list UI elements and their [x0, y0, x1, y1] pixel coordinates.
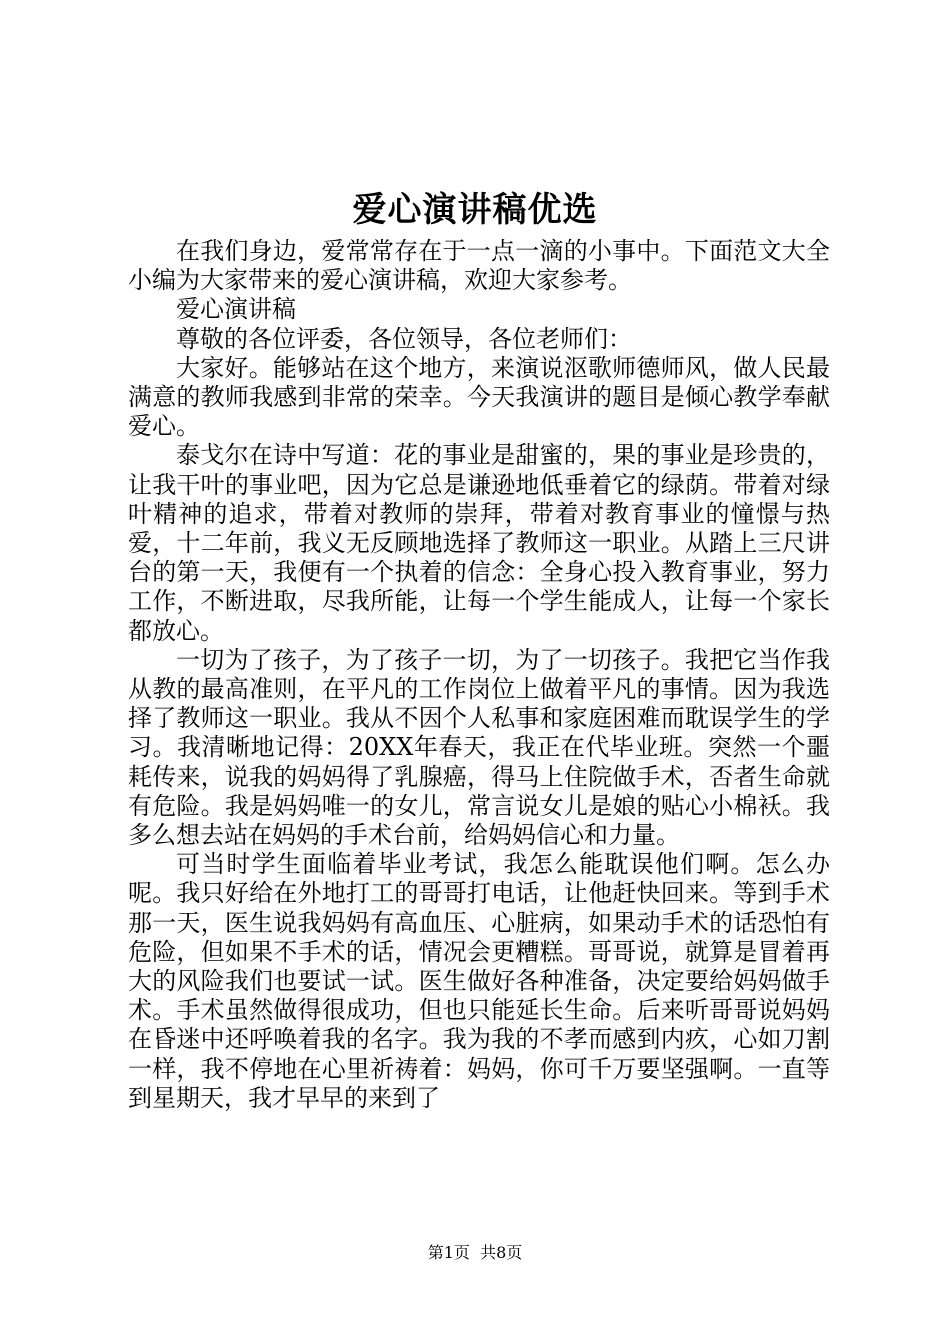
- paragraph-intro: 在我们身边，爱常常存在于一点一滴的小事中。下面范文大全小编为大家带来的爱心演讲稿，欢迎大家参考。: [128, 237, 830, 295]
- paragraph-for-children: 一切为了孩子，为了孩子一切，为了一切孩子。我把它当作我从教的最高准则，在平凡的工作岗位上做着平凡的事情。因为我选择了教师这一职业。我从不因个人私事和家庭困难而耽误学生的学习。我清晰地记得：20XX年春天，我正在代毕业班。突然一个噩耗传来，说我的妈妈得了乳腺癌，得马上住院做手术，否者生命就有危险。我是妈妈唯一的女儿，常言说女儿是娘的贴心小棉袄。我多么想去站在妈妈的手术台前，给妈妈信心和力量。: [128, 645, 830, 850]
- page-total: 共8页: [480, 1243, 523, 1262]
- paragraph-tagore: 泰戈尔在诗中写道：花的事业是甜蜜的，果的事业是珍贵的，让我干叶的事业吧，因为它总是谦逊地低垂着它的绿荫。带着对绿叶精神的追求，带着对教师的崇拜，带着对教育事业的憧憬与热爱，十二年前，我义无反顾地选择了教师这一职业。从踏上三尺讲台的第一天，我便有一个执着的信念：全身心投入教育事业，努力工作，不断进取，尽我所能，让每一个学生能成人，让每一个家长都放心。: [128, 441, 830, 645]
- paragraph-heading: 爱心演讲稿: [176, 295, 296, 324]
- page-footer: [0, 1242, 950, 1264]
- paragraph-greeting: 大家好。能够站在这个地方，来演说沤歌师德师风，做人民最满意的教师我感到非常的荣幸。今天我演讲的题目是倾心教学奉献爱心。: [128, 353, 830, 441]
- page-number: 第1页: [427, 1243, 470, 1262]
- document-title: 爱心演讲稿优选: [352, 190, 598, 230]
- document-body: [128, 237, 830, 1113]
- paragraph-salutation: 尊敬的各位评委，各位领导，各位老师们：: [176, 324, 632, 353]
- paragraph-exam: 可当时学生面临着毕业考试，我怎么能耽误他们啊。怎么办呢。我只好给在外地打工的哥哥打电话，让他赶快回来。等到手术那一天，医生说我妈妈有高血压、心脏病，如果动手术的话恐怕有危险，但如果不手术的话，情况会更糟糕。哥哥说，就算是冒着再大的风险我们也要试一试。医生做好各种准备，决定要给妈妈做手术。手术虽然做得很成功，但也只能延长生命。后来听哥哥说妈妈在昏迷中还呼唤着我的名字。我为我的不孝而感到内疚，心如刀割一样，我不停地在心里祈祷着：妈妈，你可千万要坚强啊。一直等到星期天，我才早早的来到了: [128, 850, 830, 1112]
